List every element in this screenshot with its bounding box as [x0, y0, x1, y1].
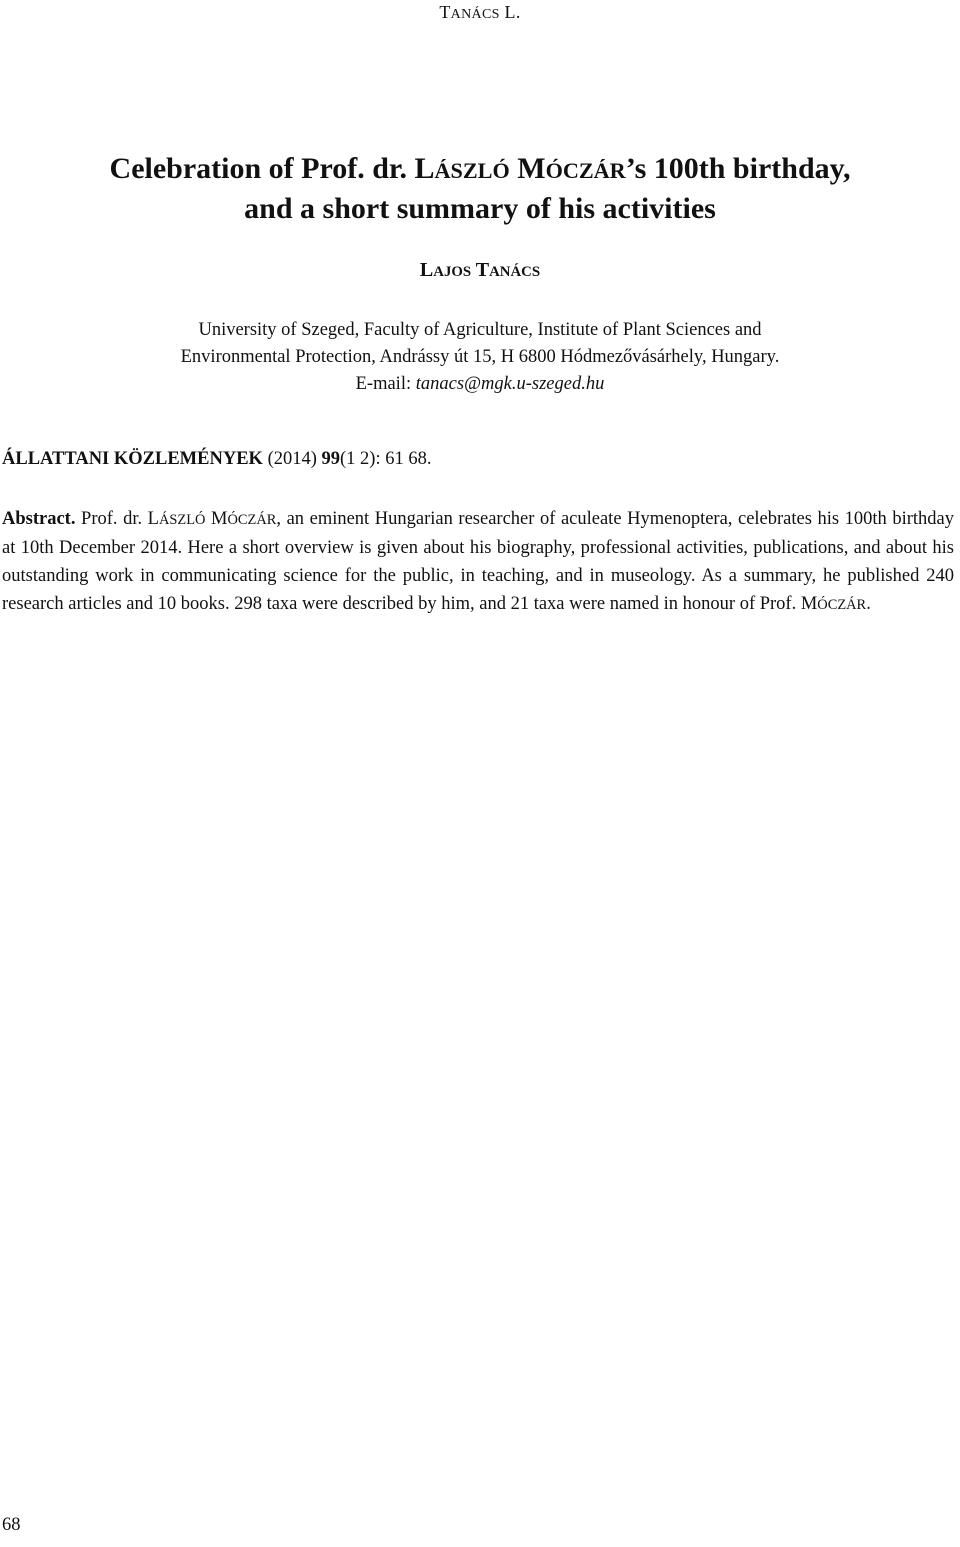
abstract-end-punct: . — [866, 594, 871, 614]
abstract-label: Abstract. — [2, 509, 76, 529]
title-prefix: Celebration of Prof. dr. — [109, 152, 415, 185]
running-head — [0, 2, 960, 23]
title-name2-initial: M — [517, 152, 546, 185]
affiliation-line-2: Environmental Protection, Andrássy út 15, H 6800 Hódmezővásárhely, Hungary. — [180, 347, 780, 367]
abstract-name1-rest: ÁSZLÓ — [158, 512, 206, 528]
affiliation-line-1: University of Szeged, Faculty of Agriculture, Institute of Plant Sciences and — [198, 320, 762, 340]
author-last-rest: ANÁCS — [489, 264, 541, 280]
title-line-2: and a short summary of his activities — [244, 192, 716, 225]
author-name — [0, 259, 960, 282]
title-suffix: ’s 100th birthday, — [625, 152, 851, 185]
abstract-name2-rest: ÓCZÁR — [227, 512, 277, 528]
title-name2-rest: ÓCZÁR — [545, 158, 626, 183]
title-name1-rest: ÁSZLÓ — [434, 158, 510, 183]
abstract-name2-initial: M — [211, 509, 228, 529]
author-first-initial: L — [419, 259, 434, 281]
email-link[interactable]: tanacs@mgk.u-szeged.hu — [415, 374, 605, 394]
affiliation — [0, 317, 960, 398]
citation-pages: 61 68. — [385, 449, 432, 469]
abstract-end-rest: ÓCZÁR — [817, 597, 867, 613]
author-first-rest: AJOS — [433, 264, 472, 280]
running-head-first-initial: L. — [504, 2, 521, 22]
abstract-pre-name: Prof. dr. — [75, 509, 148, 529]
citation-year: (2014) — [267, 449, 317, 469]
email-line — [0, 371, 960, 398]
citation-issue: (1 2): — [340, 449, 381, 469]
title-name1-initial: L — [414, 152, 435, 185]
running-head-initial: T — [439, 2, 451, 22]
abstract — [2, 505, 954, 619]
citation — [2, 449, 942, 470]
email-label: E-mail: — [355, 374, 416, 394]
journal-name: ÁLLATTANI KÖZLEMÉNYEK — [2, 449, 263, 469]
abstract-end-initial: M — [800, 594, 818, 614]
running-head-rest: ANÁCS — [450, 6, 500, 22]
paper-title — [0, 150, 960, 228]
author-last-initial: T — [475, 259, 490, 281]
title-line-1 — [0, 150, 960, 190]
abstract-body: , an eminent Hungarian researcher of aculeate Hymenoptera, celebrates his 100th birthday at 10th December 2014. Here a short overview is given about his biography, professional activities, publications, and about his outstanding work in communicating science for the public, in teaching, and in museology. As a summary, he published 240 research articles and 10 books. 298 taxa were described by him, and 21 taxa were named in honour of Prof. — [2, 509, 955, 614]
abstract-name1-initial: L — [147, 509, 159, 529]
citation-volume: 99 — [321, 449, 341, 469]
page-number: 68 — [2, 1515, 21, 1535]
